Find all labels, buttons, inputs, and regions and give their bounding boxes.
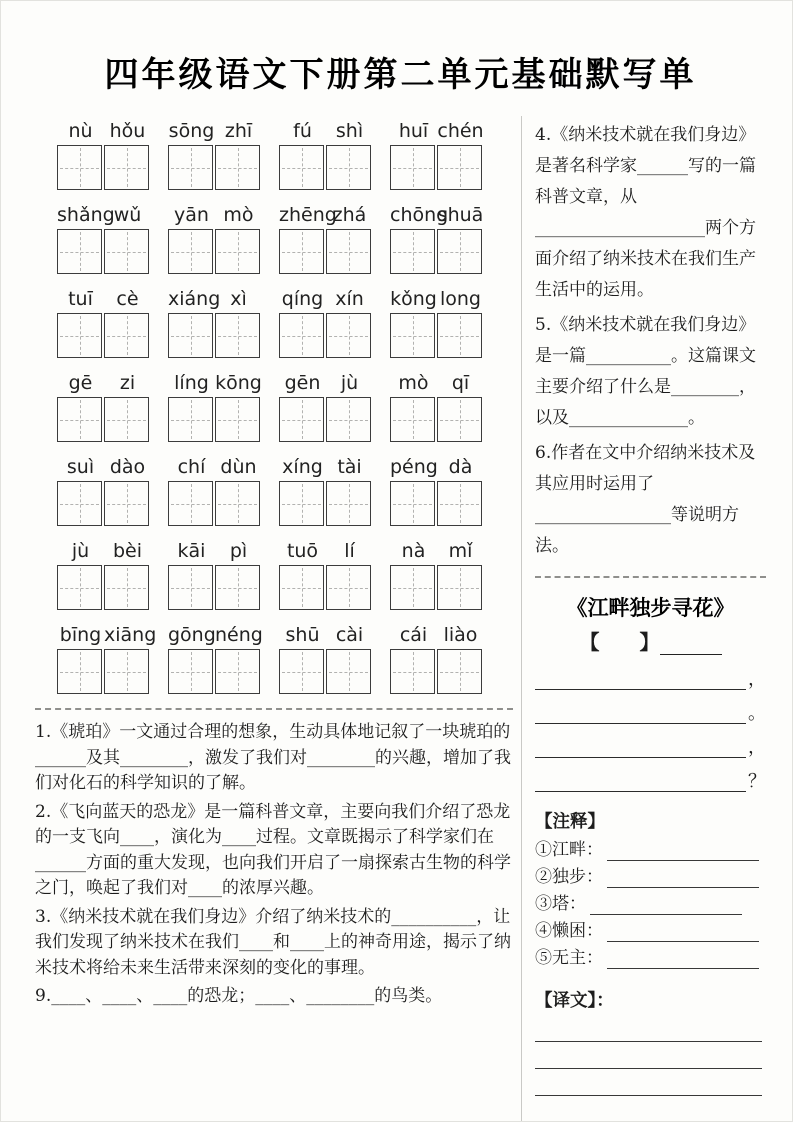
writing-boxes bbox=[57, 229, 151, 274]
poem-line-blank bbox=[535, 723, 746, 758]
pinyin-syllable: hǒu bbox=[109, 120, 146, 142]
pinyin-word-group bbox=[168, 116, 262, 190]
writing-grid-box bbox=[104, 397, 149, 442]
poem-line bbox=[535, 758, 766, 792]
pinyin-word-group bbox=[57, 116, 151, 190]
pinyin-row bbox=[57, 284, 513, 358]
writing-boxes bbox=[57, 145, 151, 190]
pinyin-labels bbox=[279, 284, 373, 310]
pinyin-syllable: tuō bbox=[286, 540, 319, 562]
note-label: ②独步： bbox=[535, 867, 603, 887]
note-label: ①江畔： bbox=[535, 840, 603, 860]
writing-grid-box bbox=[57, 481, 102, 526]
writing-grid-box bbox=[57, 313, 102, 358]
writing-grid-box bbox=[57, 649, 102, 694]
pinyin-syllable: xì bbox=[230, 288, 247, 310]
poem-author-blank bbox=[660, 634, 722, 655]
pinyin-word-group bbox=[168, 284, 262, 358]
writing-grid-box bbox=[437, 649, 482, 694]
pinyin-syllable: liào bbox=[443, 624, 478, 646]
pinyin-word-group bbox=[390, 368, 484, 442]
right-dashed-divider bbox=[535, 576, 766, 578]
pinyin-syllable: fú bbox=[293, 120, 312, 142]
pinyin-word-group bbox=[390, 200, 484, 274]
writing-grid-box bbox=[279, 397, 324, 442]
pinyin-labels bbox=[390, 116, 484, 142]
writing-boxes bbox=[168, 229, 262, 274]
pinyin-labels bbox=[57, 452, 151, 478]
pinyin-syllable: huī bbox=[398, 120, 429, 142]
poem-line bbox=[535, 656, 766, 690]
pinyin-labels bbox=[390, 452, 484, 478]
notes-section bbox=[535, 808, 766, 969]
writing-boxes bbox=[279, 649, 373, 694]
writing-boxes bbox=[390, 229, 484, 274]
writing-grid-box bbox=[215, 145, 260, 190]
writing-grid-box bbox=[168, 397, 213, 442]
note-item bbox=[535, 942, 766, 969]
pinyin-syllable: péng bbox=[390, 456, 438, 478]
writing-grid-box bbox=[326, 313, 371, 358]
translation-lines bbox=[535, 1015, 766, 1122]
note-item bbox=[535, 861, 766, 888]
writing-grid-box bbox=[57, 229, 102, 274]
question-text: 1.《琥珀》一文通过合理的想象，生动具体地记叙了一块琥珀的______及其________，激发了我们对________的兴趣，增加了我们对化石的科学知识的了解。 bbox=[35, 722, 511, 793]
writing-boxes bbox=[57, 313, 151, 358]
pinyin-syllable: xiáng bbox=[168, 288, 221, 310]
writing-grid-box bbox=[57, 145, 102, 190]
writing-grid-box bbox=[326, 481, 371, 526]
question-text: 5.《纳米技术就在我们身边》是一篇__________。这篇课文主要介绍了什么是________，以及______________。 bbox=[535, 315, 756, 428]
note-label: ③塔： bbox=[535, 894, 586, 914]
writing-boxes bbox=[279, 481, 373, 526]
writing-grid-box bbox=[279, 481, 324, 526]
page-title: 四年级语文下册第二单元基础默写单 bbox=[104, 55, 697, 95]
note-blank bbox=[607, 914, 759, 942]
pinyin-syllable: shū bbox=[285, 624, 320, 646]
writing-boxes bbox=[57, 481, 151, 526]
pinyin-labels bbox=[279, 116, 373, 142]
writing-boxes bbox=[168, 481, 262, 526]
pinyin-word-group bbox=[279, 368, 373, 442]
pinyin-syllable: chí bbox=[177, 456, 206, 478]
pinyin-labels bbox=[168, 620, 262, 646]
pinyin-syllable: tài bbox=[337, 456, 362, 478]
pinyin-labels bbox=[390, 284, 484, 310]
poem-line-punctuation: ， bbox=[748, 737, 766, 758]
question-text: 4.《纳米技术就在我们身边》是著名科学家______写的一篇科普文章，从____________________两个方面介绍了纳米技术在我们生产生活中的运用。 bbox=[535, 125, 756, 300]
pinyin-syllable: nù bbox=[68, 120, 93, 142]
pinyin-syllable: bīng bbox=[59, 624, 102, 646]
pinyin-syllable: tuī bbox=[68, 288, 93, 310]
writing-boxes bbox=[57, 565, 151, 610]
pinyin-grid-section bbox=[57, 116, 513, 694]
writing-grid-box bbox=[104, 565, 149, 610]
writing-boxes bbox=[390, 565, 484, 610]
writing-grid-box bbox=[279, 313, 324, 358]
pinyin-syllable: cè bbox=[116, 288, 139, 310]
pinyin-row bbox=[57, 368, 513, 442]
writing-grid-box bbox=[57, 397, 102, 442]
pinyin-word-group bbox=[279, 452, 373, 526]
pinyin-syllable: mǐ bbox=[448, 540, 473, 562]
translation-blank-line bbox=[535, 1015, 762, 1042]
pinyin-word-group bbox=[279, 620, 373, 694]
writing-grid-box bbox=[57, 565, 102, 610]
writing-grid-box bbox=[326, 397, 371, 442]
pinyin-word-group bbox=[168, 200, 262, 274]
writing-grid-box bbox=[390, 565, 435, 610]
pinyin-syllable: suì bbox=[66, 456, 95, 478]
writing-boxes bbox=[390, 481, 484, 526]
pinyin-syllable: xiāng bbox=[104, 624, 157, 646]
writing-boxes bbox=[168, 145, 262, 190]
pinyin-word-group bbox=[390, 536, 484, 610]
pinyin-labels bbox=[390, 368, 484, 394]
writing-grid-box bbox=[437, 565, 482, 610]
writing-grid-box bbox=[279, 229, 324, 274]
pinyin-word-group bbox=[57, 368, 151, 442]
writing-boxes bbox=[390, 649, 484, 694]
note-blank bbox=[607, 941, 759, 969]
question-text: 9.____、____、____的恐龙；____、________的鸟类。 bbox=[35, 986, 443, 1006]
writing-grid-box bbox=[390, 229, 435, 274]
writing-grid-box bbox=[104, 481, 149, 526]
writing-boxes bbox=[57, 649, 151, 694]
pinyin-labels bbox=[57, 620, 157, 646]
writing-boxes bbox=[168, 313, 262, 358]
writing-grid-box bbox=[437, 481, 482, 526]
writing-boxes bbox=[168, 397, 262, 442]
content-columns bbox=[35, 116, 766, 1122]
pinyin-syllable: dào bbox=[109, 456, 146, 478]
pinyin-syllable: mò bbox=[398, 372, 429, 394]
writing-grid-box bbox=[215, 565, 260, 610]
pinyin-word-group bbox=[168, 368, 262, 442]
pinyin-syllable: bèi bbox=[112, 540, 143, 562]
pinyin-labels bbox=[168, 368, 262, 394]
pinyin-word-group bbox=[390, 116, 484, 190]
pinyin-syllable: xín bbox=[335, 288, 364, 310]
pinyin-word-group bbox=[390, 452, 484, 526]
writing-boxes bbox=[279, 145, 373, 190]
writing-grid-box bbox=[104, 229, 149, 274]
note-blank bbox=[607, 833, 759, 861]
pinyin-syllable: zhī bbox=[224, 120, 253, 142]
pinyin-syllable: sōng bbox=[168, 120, 215, 142]
writing-boxes bbox=[390, 145, 484, 190]
pinyin-syllable: gēn bbox=[284, 372, 321, 394]
pinyin-labels bbox=[57, 368, 151, 394]
pinyin-word-group bbox=[57, 452, 151, 526]
pinyin-row bbox=[57, 200, 513, 274]
pinyin-syllable: shǎng bbox=[57, 204, 115, 226]
writing-grid-box bbox=[104, 145, 149, 190]
writing-grid-box bbox=[437, 397, 482, 442]
writing-boxes bbox=[279, 397, 373, 442]
pinyin-labels bbox=[279, 536, 373, 562]
writing-grid-box bbox=[168, 565, 213, 610]
writing-grid-box bbox=[326, 565, 371, 610]
pinyin-syllable: xíng bbox=[282, 456, 323, 478]
writing-grid-box bbox=[390, 649, 435, 694]
pinyin-word-group bbox=[57, 284, 151, 358]
writing-grid-box bbox=[279, 649, 324, 694]
pinyin-syllable: jù bbox=[71, 540, 90, 562]
poem-dynasty-bracket: 【 】 bbox=[579, 630, 660, 654]
writing-grid-box bbox=[390, 145, 435, 190]
pinyin-row bbox=[57, 452, 513, 526]
pinyin-syllable: chén bbox=[437, 120, 484, 142]
writing-grid-box bbox=[437, 229, 482, 274]
pinyin-syllable: líng bbox=[174, 372, 209, 394]
pinyin-syllable: kǒng bbox=[390, 288, 437, 310]
pinyin-syllable: zi bbox=[119, 372, 136, 394]
pinyin-labels bbox=[57, 536, 151, 562]
writing-grid-box bbox=[326, 229, 371, 274]
right-questions-section bbox=[535, 120, 766, 562]
pinyin-labels bbox=[279, 200, 373, 226]
writing-grid-box bbox=[279, 565, 324, 610]
writing-boxes bbox=[279, 229, 373, 274]
pinyin-row bbox=[57, 536, 513, 610]
pinyin-labels bbox=[390, 620, 484, 646]
pinyin-word-group bbox=[279, 116, 373, 190]
pinyin-syllable: lí bbox=[344, 540, 355, 562]
translation-section bbox=[535, 987, 766, 1122]
writing-grid-box bbox=[104, 649, 149, 694]
pinyin-syllable: kāi bbox=[177, 540, 206, 562]
writing-grid-box bbox=[437, 145, 482, 190]
pinyin-syllable: yān bbox=[174, 204, 209, 226]
pinyin-labels bbox=[279, 368, 373, 394]
poem-title: 《江畔独步寻花》 bbox=[566, 595, 735, 620]
pinyin-syllable: gē bbox=[68, 372, 93, 394]
pinyin-word-group bbox=[390, 620, 484, 694]
poem-lines bbox=[535, 656, 766, 792]
right-column bbox=[521, 116, 766, 1122]
writing-grid-box bbox=[326, 145, 371, 190]
pinyin-word-group bbox=[279, 284, 373, 358]
writing-grid-box bbox=[437, 313, 482, 358]
pinyin-row bbox=[57, 116, 513, 190]
writing-grid-box bbox=[390, 313, 435, 358]
pinyin-syllable: zhá bbox=[332, 204, 367, 226]
poem-line-punctuation: 。 bbox=[748, 703, 766, 724]
left-questions-section bbox=[35, 720, 513, 1010]
pinyin-word-group bbox=[57, 200, 151, 274]
question-text: 2.《飞向蓝天的恐龙》是一篇科普文章，主要向我们介绍了恐龙的一支飞向____，演化为____过程。文章既揭示了科学家们在______方面的重大发现，也向我们开启了一扇探索古生物的科学之门，唤起了我们对____的浓厚兴趣。 bbox=[35, 801, 511, 898]
writing-boxes bbox=[57, 397, 151, 442]
pinyin-labels bbox=[279, 452, 373, 478]
translation-blank-line bbox=[535, 1069, 762, 1096]
pinyin-syllable: dà bbox=[448, 456, 473, 478]
pinyin-syllable: qī bbox=[451, 372, 470, 394]
poem-line-blank bbox=[535, 757, 746, 792]
writing-grid-box bbox=[390, 481, 435, 526]
poem-author-line bbox=[535, 626, 766, 656]
pinyin-syllable: dùn bbox=[220, 456, 257, 478]
pinyin-word-group bbox=[168, 452, 262, 526]
writing-boxes bbox=[279, 565, 373, 610]
pinyin-syllable: qíng bbox=[281, 288, 324, 310]
translation-header: 【译文】： bbox=[535, 991, 614, 1011]
pinyin-word-group bbox=[279, 536, 373, 610]
poem-line-punctuation: ， bbox=[748, 669, 766, 690]
pinyin-labels bbox=[57, 116, 151, 142]
pinyin-syllable: long bbox=[439, 288, 481, 310]
pinyin-word-group bbox=[168, 620, 262, 694]
pinyin-labels bbox=[168, 536, 262, 562]
pinyin-syllable: chōng bbox=[390, 204, 449, 226]
pinyin-labels bbox=[168, 200, 262, 226]
pinyin-labels bbox=[279, 620, 373, 646]
pinyin-syllable: cái bbox=[399, 624, 428, 646]
pinyin-word-group bbox=[279, 200, 373, 274]
writing-boxes bbox=[168, 565, 262, 610]
writing-boxes bbox=[168, 649, 262, 694]
note-label: ⑤无主： bbox=[535, 948, 603, 968]
writing-grid-box bbox=[168, 229, 213, 274]
note-item bbox=[535, 834, 766, 861]
pinyin-word-group bbox=[390, 284, 484, 358]
pinyin-syllable: pì bbox=[229, 540, 248, 562]
note-item bbox=[535, 888, 766, 915]
pinyin-syllable: jù bbox=[340, 372, 359, 394]
pinyin-word-group bbox=[168, 536, 262, 610]
note-label: ④懒困： bbox=[535, 921, 603, 941]
pinyin-syllable: nà bbox=[401, 540, 426, 562]
notes-header: 【注释】 bbox=[535, 812, 605, 832]
writing-grid-box bbox=[215, 397, 260, 442]
left-dashed-divider bbox=[35, 708, 513, 710]
writing-grid-box bbox=[215, 313, 260, 358]
pinyin-word-group bbox=[57, 620, 157, 694]
pinyin-syllable: shì bbox=[335, 120, 364, 142]
pinyin-labels bbox=[57, 284, 151, 310]
writing-grid-box bbox=[326, 649, 371, 694]
writing-grid-box bbox=[168, 649, 213, 694]
pinyin-syllable: wǔ bbox=[113, 204, 142, 226]
left-column bbox=[35, 116, 513, 1122]
poem-line-punctuation: ？ bbox=[748, 771, 766, 792]
question-text: 6.作者在文中介绍纳米技术及其应用时运用了________________等说明方法。 bbox=[535, 443, 756, 556]
pinyin-syllable: kōng bbox=[215, 372, 262, 394]
pinyin-labels bbox=[168, 452, 262, 478]
pinyin-syllable: mò bbox=[223, 204, 254, 226]
poem-line bbox=[535, 690, 766, 724]
writing-grid-box bbox=[215, 229, 260, 274]
note-items bbox=[535, 834, 766, 969]
writing-boxes bbox=[279, 313, 373, 358]
pinyin-word-group bbox=[57, 536, 151, 610]
pinyin-row bbox=[57, 620, 513, 694]
writing-boxes bbox=[390, 313, 484, 358]
writing-grid-box bbox=[279, 145, 324, 190]
poem-line-blank bbox=[535, 655, 746, 690]
pinyin-syllable: gōng bbox=[168, 624, 216, 646]
writing-grid-box bbox=[168, 313, 213, 358]
writing-grid-box bbox=[168, 145, 213, 190]
pinyin-labels bbox=[390, 536, 484, 562]
writing-grid-box bbox=[168, 481, 213, 526]
translation-blank-line bbox=[535, 1042, 762, 1069]
pinyin-labels bbox=[168, 284, 262, 310]
pinyin-labels bbox=[57, 200, 151, 226]
poem-section bbox=[535, 592, 766, 792]
note-blank bbox=[607, 860, 759, 888]
note-blank bbox=[590, 887, 742, 915]
pinyin-syllable: shuā bbox=[437, 204, 484, 226]
poem-line bbox=[535, 724, 766, 758]
question-text: 3.《纳米技术就在我们身边》介绍了纳米技术的__________，让我们发现了纳米技术在我们____和____上的神奇用途，揭示了纳米技术将给未来生活带来深刻的变化的事理。 bbox=[35, 906, 511, 978]
writing-grid-box bbox=[390, 397, 435, 442]
pinyin-syllable: zhēng bbox=[279, 204, 337, 226]
translation-blank-line bbox=[535, 1096, 762, 1122]
writing-boxes bbox=[390, 397, 484, 442]
note-item bbox=[535, 915, 766, 942]
pinyin-labels bbox=[390, 200, 484, 226]
writing-grid-box bbox=[215, 649, 260, 694]
pinyin-syllable: néng bbox=[215, 624, 263, 646]
poem-line-blank bbox=[535, 689, 746, 724]
writing-grid-box bbox=[104, 313, 149, 358]
writing-grid-box bbox=[215, 481, 260, 526]
pinyin-labels bbox=[168, 116, 262, 142]
pinyin-syllable: cài bbox=[335, 624, 364, 646]
